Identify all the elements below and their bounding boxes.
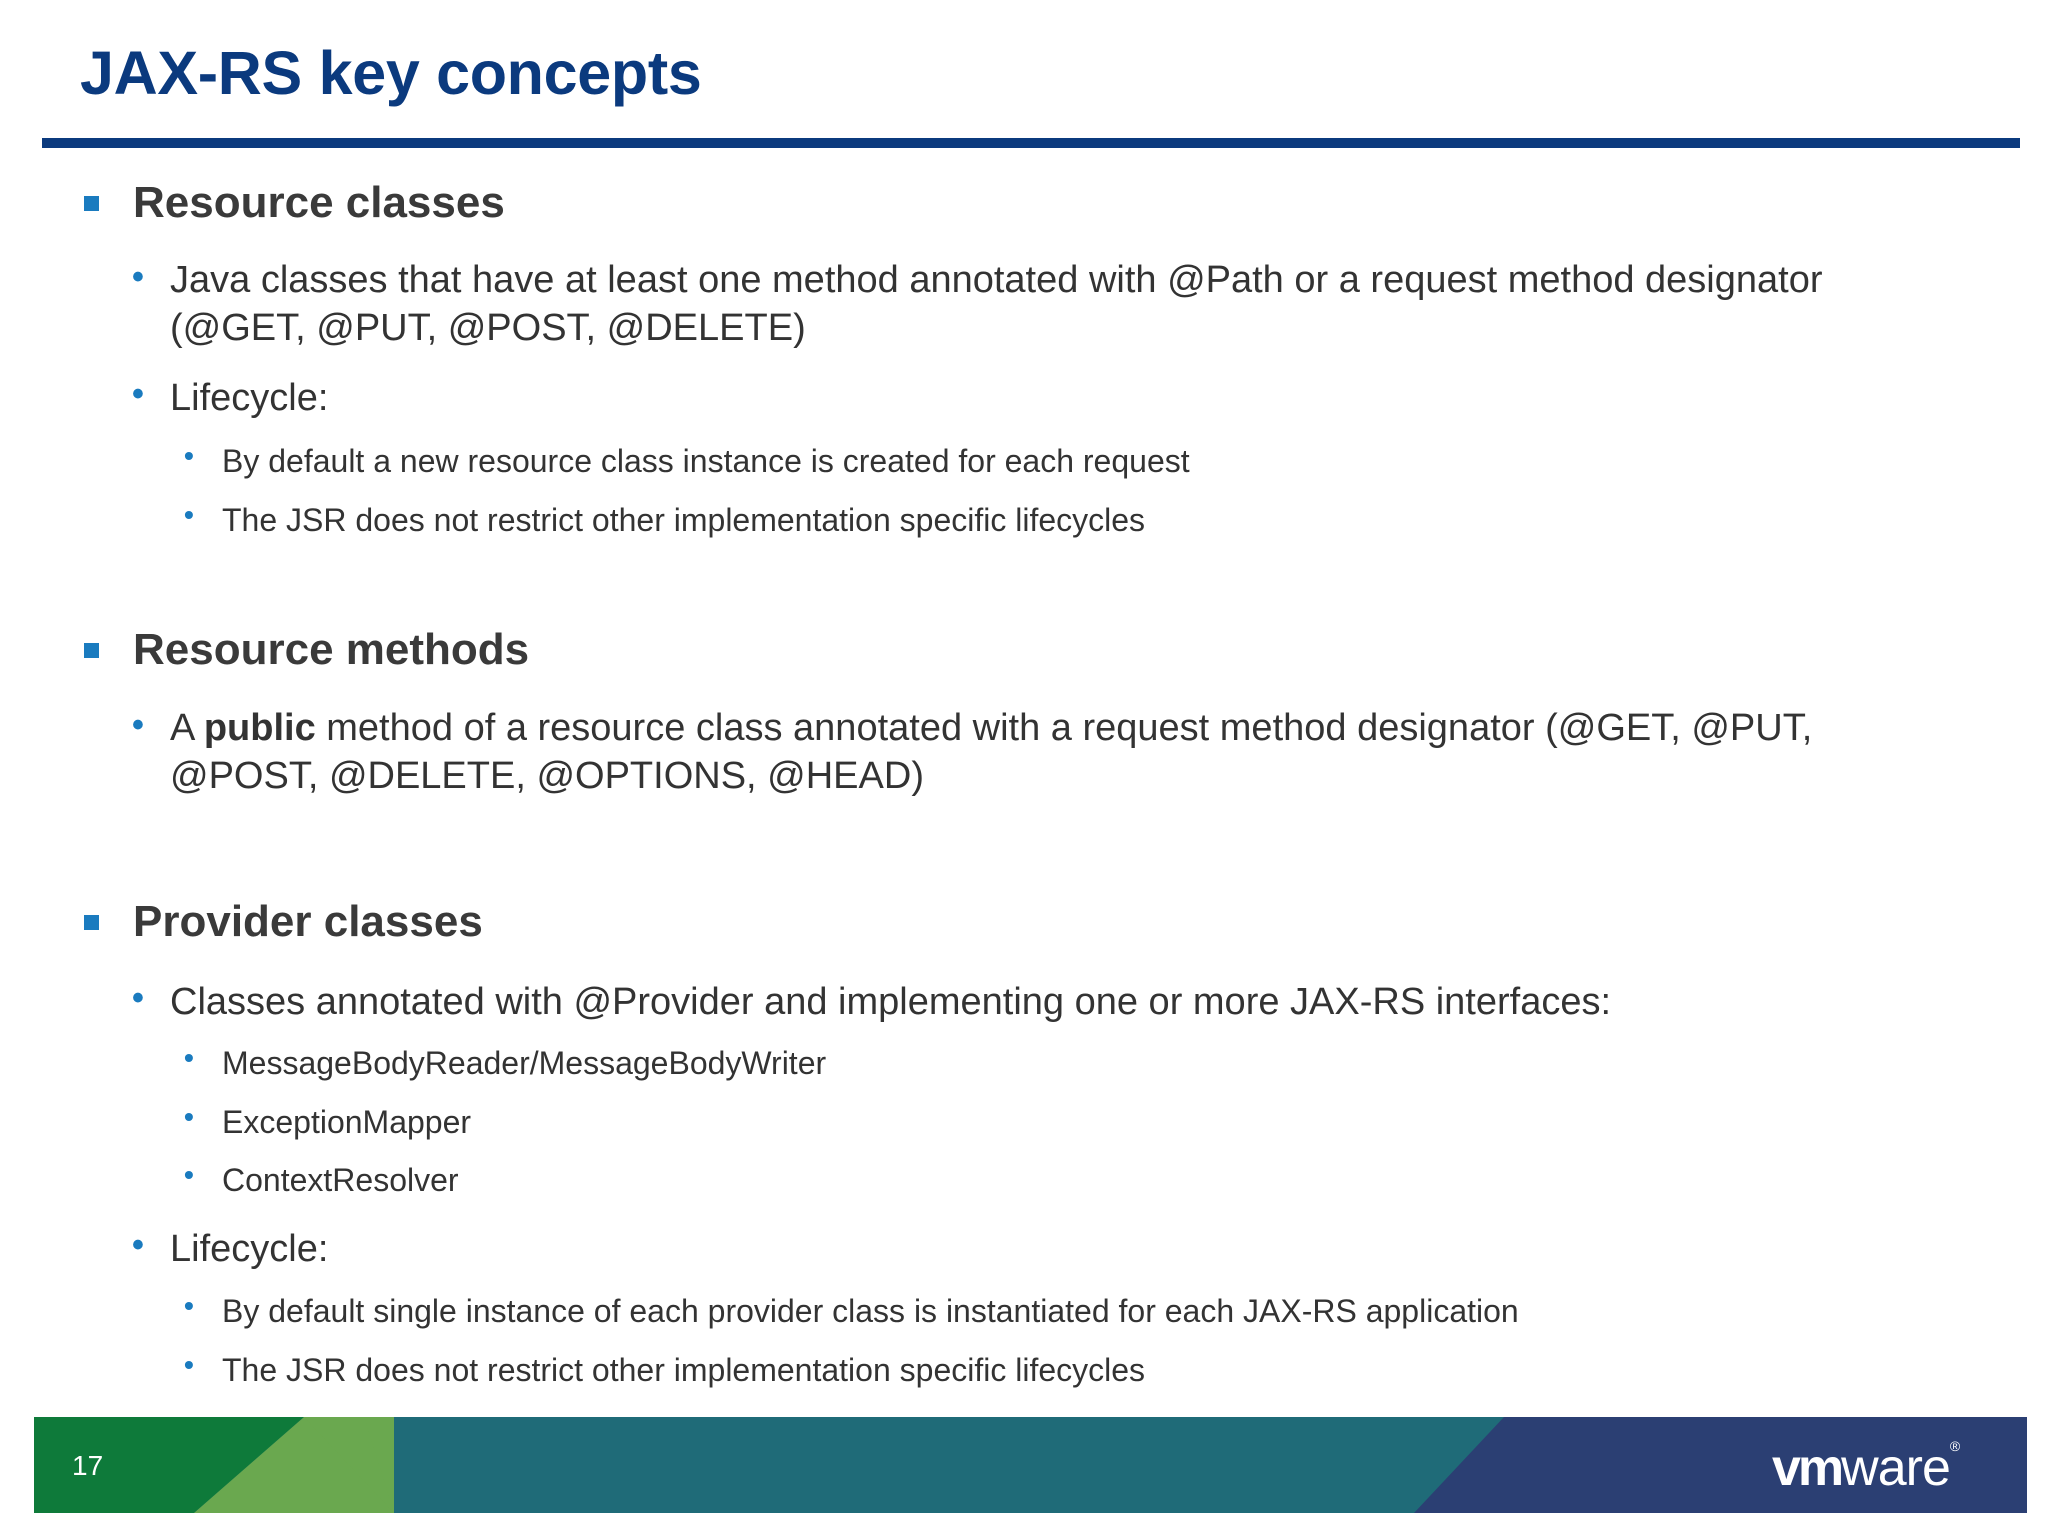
logo-registered-mark: ®	[1949, 1438, 1961, 1454]
list-item-prefix: A	[170, 707, 204, 749]
dot-bullet-icon: •	[184, 1042, 194, 1073]
section-heading: Provider classes	[133, 897, 483, 946]
list-item: Lifecycle:	[170, 1228, 329, 1270]
sub-list-item: The JSR does not restrict other implementation specific lifecycles	[222, 502, 1146, 538]
section-heading: Resource methods	[133, 625, 530, 674]
list-item-keyword: public	[203, 707, 316, 749]
sub-list-item: By default a new resource class instance is created for each request	[222, 443, 1190, 479]
square-bullet-icon	[84, 915, 99, 930]
square-bullet-icon	[84, 196, 99, 211]
dot-bullet-icon: •	[132, 1226, 144, 1264]
sub-list-item: ContextResolver	[222, 1162, 459, 1198]
list-item: Lifecycle:	[170, 377, 329, 419]
logo-vm: vm	[1772, 1439, 1842, 1497]
dot-bullet-icon: •	[184, 440, 194, 471]
slide-number: 17	[72, 1450, 104, 1481]
dot-bullet-icon: •	[184, 1290, 194, 1321]
dot-bullet-icon: •	[132, 979, 144, 1017]
dot-bullet-icon: •	[184, 1349, 194, 1380]
list-item: Classes annotated with @Provider and implementing one or more JAX-RS interfaces:	[170, 981, 1612, 1023]
title-rule	[42, 138, 2020, 148]
footer-graphic	[34, 1417, 2027, 1513]
vmware-logo	[1772, 1438, 1960, 1498]
list-item	[170, 704, 1930, 800]
sub-list-item: The JSR does not restrict other implementation specific lifecycles	[222, 1352, 1146, 1388]
sub-list-item: By default single instance of each provider class is instantiated for each JAX-RS application	[222, 1293, 1519, 1329]
logo-ware: ware	[1841, 1439, 1950, 1497]
dot-bullet-icon: •	[184, 1101, 194, 1132]
dot-bullet-icon: •	[132, 706, 144, 744]
section-heading: Resource classes	[133, 178, 505, 227]
dot-bullet-icon: •	[132, 258, 144, 296]
dot-bullet-icon: •	[132, 375, 144, 413]
list-item: Java classes that have at least one method annotated with @Path or a request method designator (@GET, @PUT, @POST, @DELETE)	[170, 259, 1823, 349]
dot-bullet-icon: •	[184, 1159, 194, 1190]
footer-band	[34, 1417, 2027, 1513]
square-bullet-icon	[84, 643, 99, 658]
sub-list-item: ExceptionMapper	[222, 1104, 472, 1140]
list-item-suffix: method of a resource class annotated with a request method designator (@GET, @PUT, @POST, @DELETE, @OPTIONS, @HEAD)	[170, 707, 1813, 797]
dot-bullet-icon: •	[184, 499, 194, 530]
sub-list-item: MessageBodyReader/MessageBodyWriter	[222, 1045, 827, 1081]
slide-title: JAX-RS key concepts	[80, 39, 702, 107]
